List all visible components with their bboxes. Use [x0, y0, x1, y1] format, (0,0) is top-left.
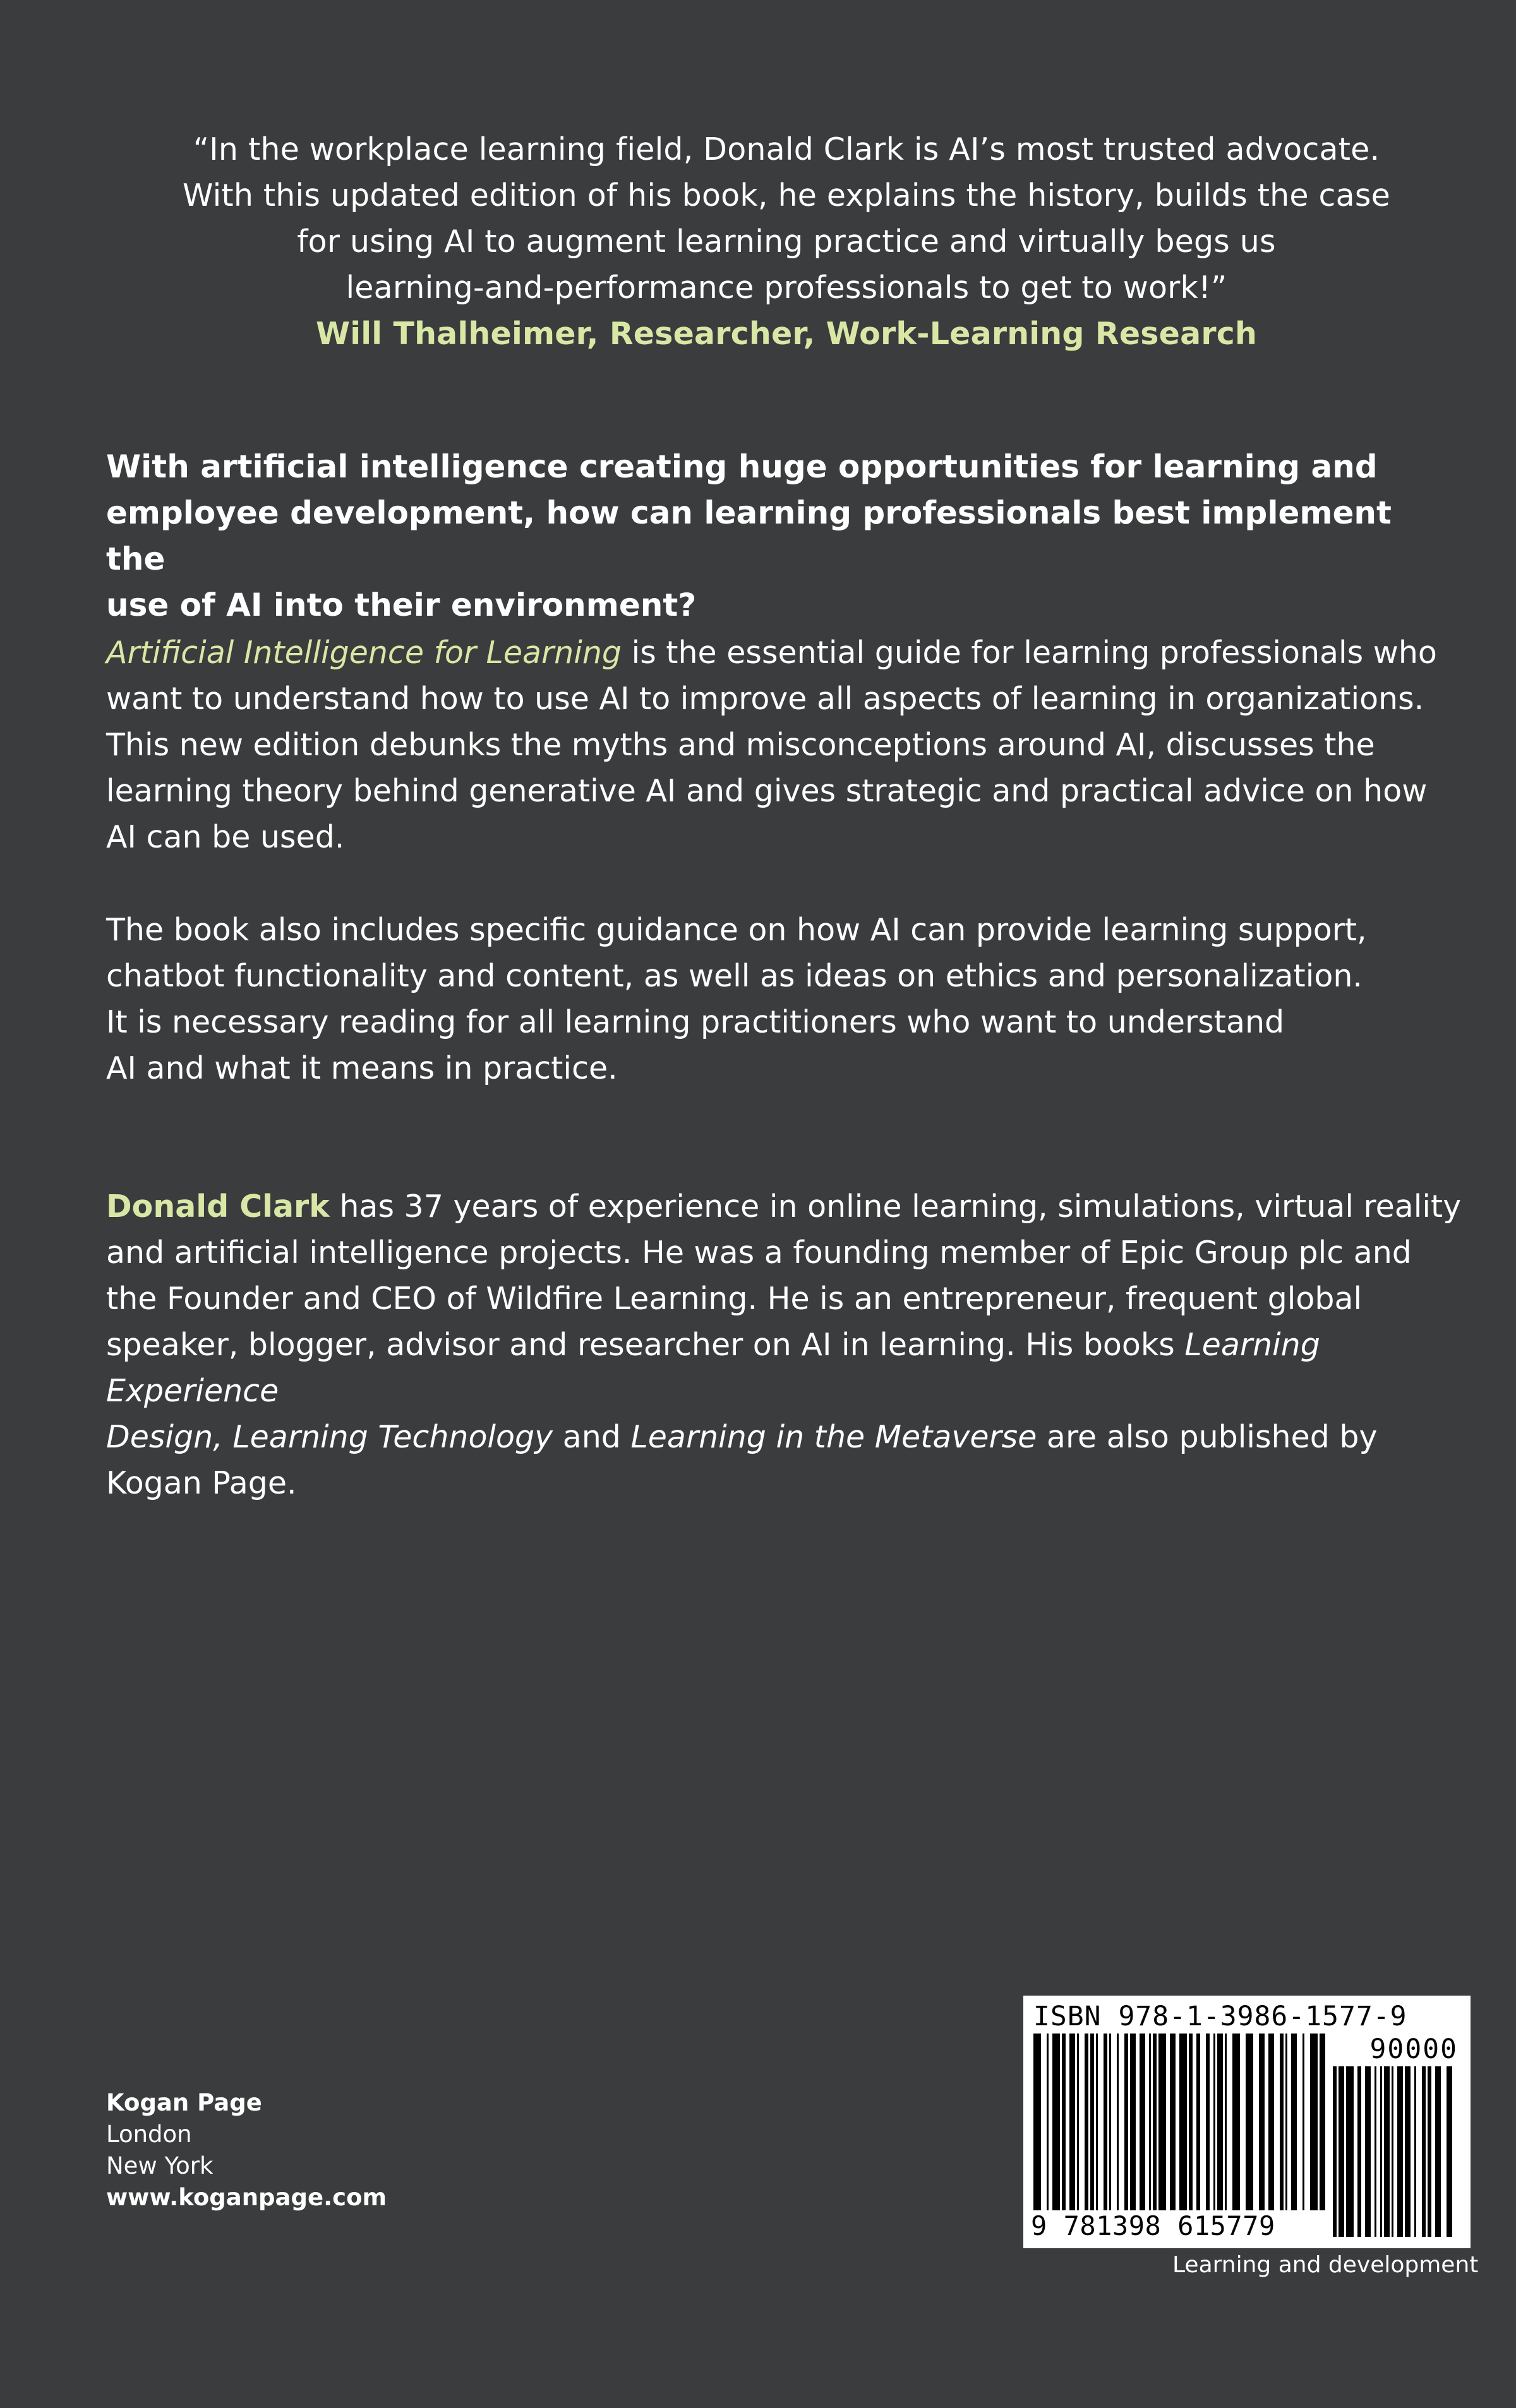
bio-line: and artificial intelligence projects. He was a founding member of Epic Group plc and [106, 1235, 1412, 1271]
barcode-bar [1259, 2034, 1265, 2210]
guidance-paragraph [106, 907, 1496, 1091]
bio-line: the Founder and CEO of Wildfire Learning. He is an entrepreneur, frequent global [106, 1281, 1363, 1317]
barcode-bars-addon [1333, 2066, 1459, 2237]
barcode-bar [1339, 2066, 1344, 2237]
quote-line: for using AI to augment learning practice and virtually begs us [297, 224, 1276, 260]
barcode-bar [1217, 2034, 1223, 2210]
barcode-bar [1158, 2034, 1166, 2210]
barcode-bar [1124, 2034, 1128, 2210]
barcode-bar [1310, 2034, 1318, 2210]
barcode-bar [1225, 2034, 1227, 2210]
bio-line: Kogan Page. [106, 1465, 297, 1501]
barcode-bar [1206, 2034, 1210, 2210]
publisher-city: New York [106, 2152, 214, 2179]
description-line: learning theory behind generative AI and gives strategic and practical advice on how [106, 773, 1428, 809]
author-name: Donald Clark [106, 1189, 330, 1225]
bio-text: and [553, 1419, 631, 1455]
isbn-barcode [1023, 1996, 1471, 2248]
quote-line: learning-and-performance professionals to get to work!” [346, 270, 1227, 306]
barcode-bar [1280, 2034, 1284, 2210]
barcode-bar [1096, 2034, 1098, 2210]
quote-attribution: Will Thalheimer, Researcher, Work-Learning Research [315, 316, 1258, 352]
barcode-bar [1130, 2034, 1136, 2210]
barcode-bar [1090, 2034, 1094, 2210]
barcode-bar [1085, 2034, 1088, 2210]
barcode-bar [1246, 2034, 1253, 2210]
quote-line: With this updated edition of his book, he explains the history, builds the case [183, 177, 1390, 213]
barcode-bar [1375, 2066, 1376, 2237]
endorsement-quote [158, 126, 1415, 357]
description-line: This new edition debunks the myths and misconceptions around AI, discusses the [106, 727, 1375, 763]
barcode-bar [1365, 2066, 1371, 2237]
book-title: Learning Technology [232, 1419, 553, 1455]
barcode-bar [1104, 2034, 1107, 2210]
barcode-bar [1447, 2066, 1452, 2237]
guidance-line: The book also includes specific guidance on how AI can provide learning support, [106, 912, 1367, 948]
bio-text: has 37 years of experience in online learning, simulations, virtual reality [329, 1189, 1462, 1225]
publisher-info [106, 2087, 387, 2213]
description-paragraph [106, 630, 1496, 860]
publisher-website: www.koganpage.com [106, 2184, 387, 2211]
author-bio [106, 1183, 1496, 1506]
barcode-bar [1170, 2034, 1176, 2210]
barcode-bar [1052, 2034, 1060, 2210]
barcode-bar [1232, 2034, 1240, 2210]
barcode-bar [1384, 2066, 1390, 2237]
guidance-line: chatbot functionality and content, as well as ideas on ethics and personalization. [106, 958, 1363, 994]
publisher-city: London [106, 2121, 192, 2148]
barcode-bar [1291, 2034, 1297, 2210]
description-line: want to understand how to use AI to improve all aspects of learning in organizations. [106, 681, 1424, 717]
quote-line: “In the workplace learning field, Donald Clark is AI’s most trusted advocate. [193, 131, 1380, 167]
category-label: Learning and development [1172, 2252, 1479, 2278]
bio-text: are also published by [1037, 1419, 1378, 1455]
barcode-bar [1392, 2066, 1393, 2237]
book-title: Design [106, 1419, 214, 1455]
barcode-bar [1268, 2034, 1274, 2210]
barcode-bar [1047, 2034, 1049, 2210]
price-code: 90000 [1369, 2034, 1458, 2065]
barcode-bar [1033, 2034, 1041, 2210]
bio-line [106, 1183, 1496, 1230]
lead-line: With artificial intelligence creating huge opportunities for learning and [106, 448, 1378, 485]
barcode-bar [1414, 2066, 1416, 2237]
publisher-name: Kogan Page [106, 2089, 262, 2116]
isbn-text: ISBN 978-1-3986-1577-9 [1033, 2001, 1407, 2032]
book-title: Learning Experience [106, 1327, 1320, 1409]
barcode-bars-main [1033, 2034, 1330, 2213]
description-line: AI can be used. [106, 819, 345, 855]
book-title: Artificial Intelligence for Learning [106, 635, 622, 671]
bio-line [106, 1322, 1496, 1414]
barcode-bar [1149, 2034, 1151, 2210]
lead-line: use of AI into their environment? [106, 587, 697, 623]
separator: , [213, 1419, 233, 1455]
book-title: Learning in the Metaverse [630, 1419, 1037, 1455]
guidance-line: It is necessary reading for all learning practitioners who want to understand [106, 1004, 1285, 1040]
barcode-bar [1117, 2034, 1119, 2210]
barcode-bar [1062, 2034, 1066, 2210]
guidance-line: AI and what it means in practice. [106, 1050, 618, 1086]
lead-line: employee development, how can learning professionals best implement the [106, 494, 1392, 577]
barcode-bar [1428, 2066, 1431, 2237]
barcode-bar [1397, 2066, 1403, 2237]
barcode-bar [1213, 2034, 1215, 2210]
barcode-bar [1153, 2034, 1157, 2210]
barcode-bar [1333, 2066, 1337, 2237]
barcode-bar [1302, 2034, 1304, 2210]
barcode-bar [1346, 2066, 1354, 2237]
barcode-bar [1422, 2066, 1426, 2237]
lead-question [106, 444, 1458, 628]
barcode-bar [1069, 2034, 1075, 2210]
bio-line [106, 1414, 1496, 1460]
description-text: is the essential guide for learning professionals who [622, 635, 1437, 671]
barcode-bar [1380, 2066, 1382, 2237]
ean-digits: 9 781398 615779 [1031, 2210, 1275, 2241]
barcode-bar [1140, 2034, 1145, 2210]
barcode-bar [1435, 2066, 1441, 2237]
barcode-bar [1405, 2066, 1411, 2237]
barcode-bar [1189, 2034, 1193, 2210]
barcode-bar [1077, 2034, 1079, 2210]
barcode-bar [1357, 2066, 1361, 2237]
barcode-bar [1320, 2034, 1325, 2210]
description-line [106, 630, 1496, 676]
barcode-bar [1109, 2034, 1111, 2210]
barcode-bar [1196, 2034, 1200, 2210]
barcode-bar [1179, 2034, 1187, 2210]
barcode-bar [1285, 2034, 1287, 2210]
bio-text: speaker, blogger, advisor and researcher on AI in learning. His books [106, 1327, 1185, 1363]
